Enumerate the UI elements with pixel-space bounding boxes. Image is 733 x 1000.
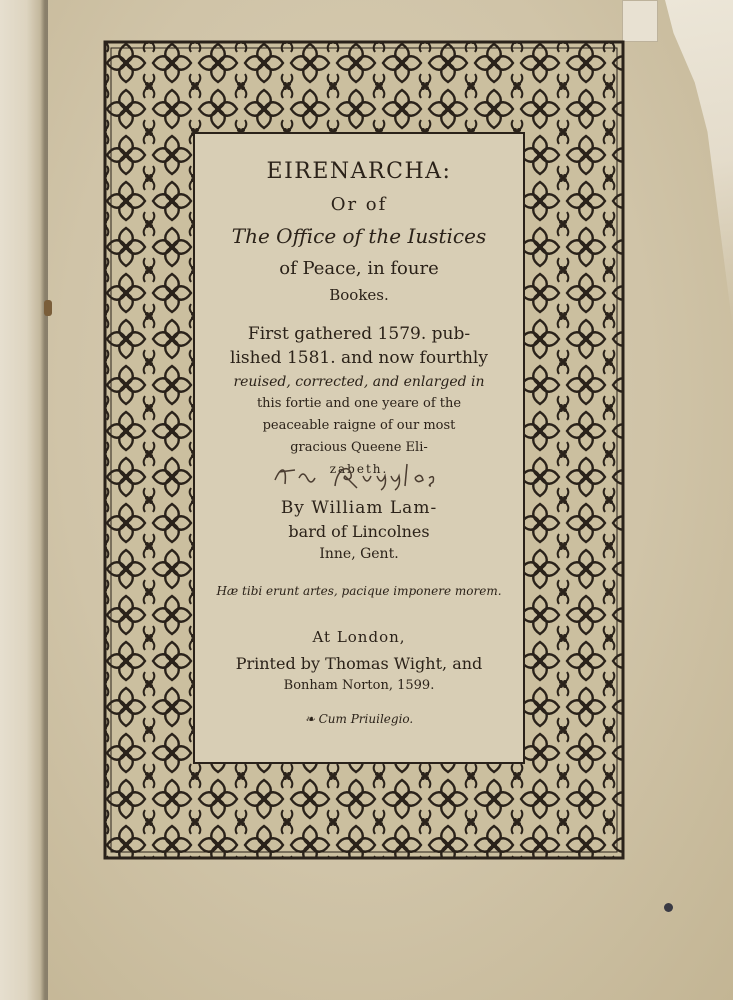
author-line: bard of Lincolnes (288, 522, 430, 541)
publication-line: this fortie and one yeare of the (256, 396, 462, 411)
publication-line: reuised, corrected, and enlarged in (233, 374, 485, 390)
author-line: By William Lam- (280, 498, 438, 518)
author-line: Inne, Gent. (319, 546, 399, 562)
title-panel (193, 132, 525, 764)
imprint-line: At London, (312, 628, 406, 646)
imprint-line: Bonham Norton, 1599. (283, 678, 435, 693)
publication-line: First gathered 1579. pub- (247, 324, 471, 344)
subtitle-or: Or of (330, 194, 388, 215)
paper-tab (622, 0, 658, 42)
latin-motto: Hæ tibi erunt artes, pacique imponere morem. (216, 584, 502, 598)
subtitle-bookes: Bookes. (329, 286, 389, 304)
book-title: EIRENARCHA: (266, 159, 452, 184)
subtitle-peace: of Peace, in foure (279, 258, 439, 279)
publication-line: gracious Queene Eli- (290, 440, 428, 455)
subtitle-office: The Office of the Iustices (231, 224, 487, 248)
publication-line: zabeth. (329, 462, 389, 476)
privilege-line (195, 712, 523, 726)
handwritten-signature (265, 458, 465, 494)
publication-line: peaceable raigne of our most (262, 418, 456, 433)
imprint-line: Printed by Thomas Wight, and (235, 654, 483, 673)
ink-stain (44, 300, 52, 316)
ink-spot (664, 903, 673, 912)
publication-line: lished 1581. and now fourthly (230, 348, 488, 368)
privilege-text: Cum Priuilegio. (318, 712, 414, 726)
pilcrow-leaf-icon: ❧ (304, 712, 319, 726)
